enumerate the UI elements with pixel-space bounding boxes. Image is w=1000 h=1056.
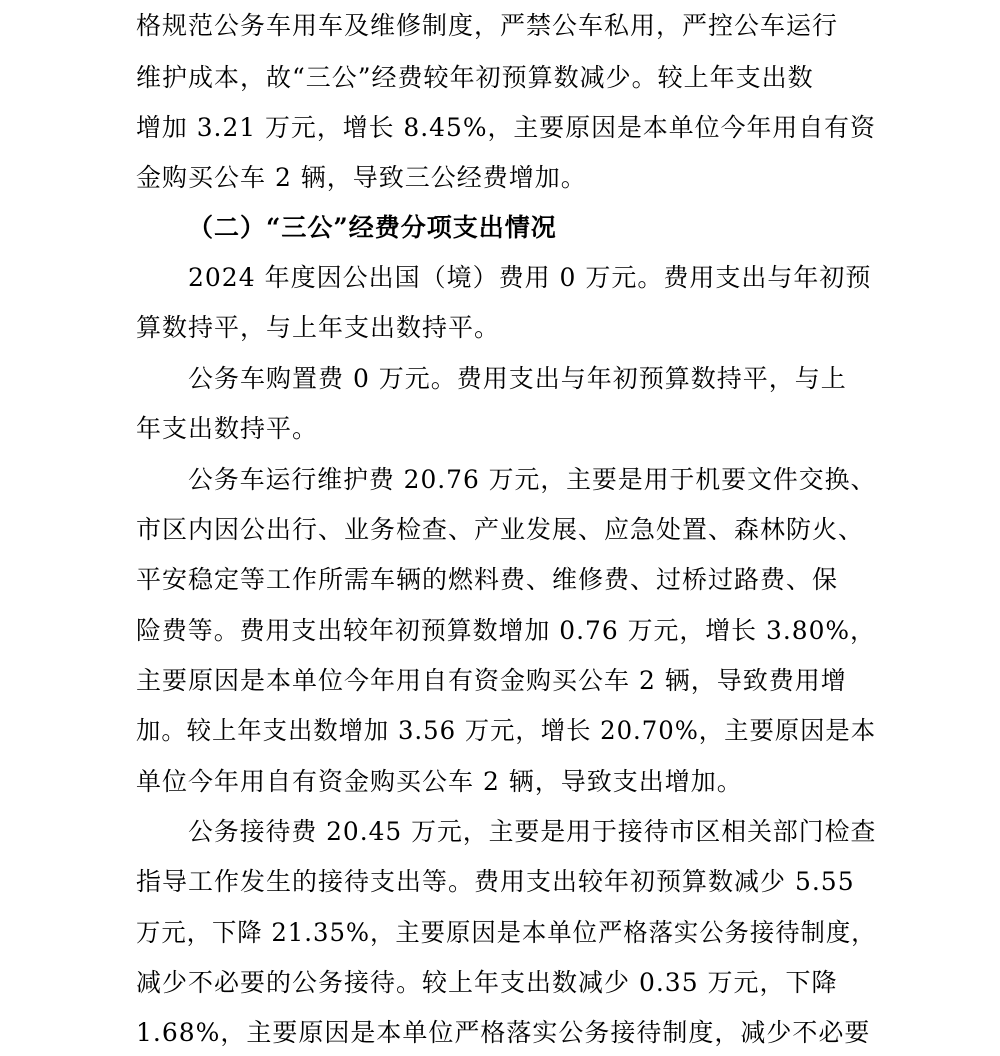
paragraph-line: 增加 3.21 万元，增长 8.45%，主要原因是本单位今年用自有资 <box>136 113 876 142</box>
paragraph-line: 2024 年度因公出国（境）费用 0 万元。费用支出与年初预 <box>188 263 872 292</box>
paragraph-line: 格规范公务车用车及维修制度，严禁公车私用，严控公车运行 <box>136 11 839 40</box>
paragraph-line: 算数持平，与上年支出数持平。 <box>136 313 501 342</box>
paragraph-line: 单位今年用自有资金购买公车 2 辆，导致支出增加。 <box>136 767 743 796</box>
paragraph-line: 维护成本，故“三公”经费较年初预算数减少。较上年支出数 <box>136 63 814 92</box>
paragraph-line: 1.68%，主要原因是本单位严格落实公务接待制度，减少不必要 <box>136 1018 871 1047</box>
paragraph-line: 年支出数持平。 <box>136 414 319 443</box>
paragraph-line: 市区内因公出行、业务检查、产业发展、应急处置、森林防火、 <box>136 515 865 544</box>
paragraph-line: 平安稳定等工作所需车辆的燃料费、维修费、过桥过路费、保 <box>136 565 839 594</box>
paragraph-line: 加。较上年支出数增加 3.56 万元，增长 20.70%，主要原因是本 <box>136 716 877 745</box>
paragraph-line: 万元，下降 21.35%，主要原因是本单位严格落实公务接待制度， <box>136 918 877 947</box>
section-heading: （二）“三公”经费分项支出情况 <box>188 213 557 242</box>
paragraph-line: 金购买公车 2 辆，导致三公经费增加。 <box>136 163 587 192</box>
paragraph-line: 主要原因是本单位今年用自有资金购买公车 2 辆，导致费用增 <box>136 666 847 695</box>
paragraph-line: 减少不必要的公务接待。较上年支出数减少 0.35 万元，下降 <box>136 968 838 997</box>
paragraph-line: 公务车运行维护费 20.76 万元，主要是用于机要文件交换、 <box>188 465 877 494</box>
paragraph-line: 公务车购置费 0 万元。费用支出与年初预算数持平，与上 <box>188 364 847 393</box>
paragraph-line: 公务接待费 20.45 万元，主要是用于接待市区相关部门检查 <box>188 817 877 846</box>
paragraph-line: 险费等。费用支出较年初预算数增加 0.76 万元，增长 3.80%， <box>136 616 876 645</box>
paragraph-line: 指导工作发生的接待支出等。费用支出较年初预算数减少 5.55 <box>136 867 855 896</box>
